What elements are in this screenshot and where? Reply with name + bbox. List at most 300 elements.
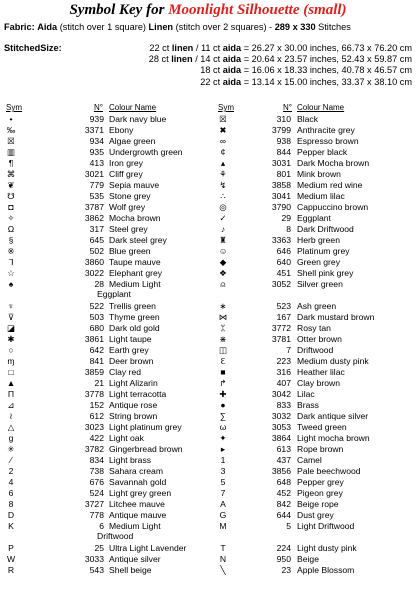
colour-name: Mocha brown [109, 212, 161, 223]
colour-name: Ash green [297, 300, 337, 311]
symbol-glyph: ⌘ [6, 168, 16, 179]
table-row [0, 147, 416, 158]
symbol-glyph: ≀ [9, 410, 13, 421]
symbol-glyph: ☆ [7, 267, 15, 278]
symbol-glyph: ¶ [8, 157, 14, 168]
header-colour-right: Colour Name [297, 103, 345, 112]
header-num-left: N° [94, 103, 103, 112]
colour-name: Dark mustard brown [297, 311, 375, 322]
colour-name: Shell beige [109, 564, 152, 575]
colour-name: Silver green [297, 278, 343, 289]
symbol-glyph: ∗ [219, 300, 227, 311]
colour-name: Dark old gold [109, 322, 160, 333]
colour-name: Camel [297, 454, 322, 465]
size-count: 22 ct [200, 76, 223, 87]
dmc-number: 522 [89, 300, 104, 311]
colour-name: Cappuccino brown [297, 201, 369, 212]
dmc-number: 642 [89, 344, 104, 355]
colour-name: Deer brown [109, 355, 154, 366]
symbol-glyph: ⁄ [10, 454, 12, 465]
symbol-glyph: ◆ [219, 256, 227, 267]
table-row [0, 422, 416, 433]
table-row [0, 257, 416, 268]
table-row [0, 433, 416, 444]
colour-name-continued: Eggplant [97, 288, 131, 299]
symbol-glyph: 8 [8, 498, 14, 509]
fabric-line [4, 22, 351, 32]
dmc-number: 25 [94, 542, 104, 553]
table-row [0, 191, 416, 202]
colour-name: Antique rose [109, 399, 158, 410]
symbol-glyph: ⚘ [219, 168, 227, 179]
dmc-number: 644 [276, 509, 291, 520]
dmc-number: 934 [89, 135, 104, 146]
table-row [0, 477, 416, 488]
dmc-number: 3031 [271, 157, 291, 168]
symbol-glyph: ∑ [219, 410, 227, 421]
colour-name: Light terracotta [109, 388, 167, 399]
symbol-glyph: D [7, 509, 15, 520]
colour-name: Ebony [109, 124, 134, 135]
colour-name: Brass [297, 399, 319, 410]
colour-name-continued: Driftwood [97, 530, 134, 541]
dmc-number: 842 [276, 498, 291, 509]
size-count: 28 ct [148, 54, 172, 65]
symbol-glyph: § [8, 234, 14, 245]
colour-name: Antique mauve [109, 509, 167, 520]
table-row [0, 521, 416, 532]
colour-name: Shell pink grey [297, 267, 354, 278]
dmc-number: 778 [89, 509, 104, 520]
fabric-label: Fabric: [4, 22, 35, 32]
symbol-glyph: ● [220, 399, 226, 410]
colour-name: Ultra Light Lavender [109, 542, 187, 553]
colour-name: Algae green [109, 135, 156, 146]
dmc-number: 7 [286, 344, 291, 355]
colour-name: Green grey [297, 256, 340, 267]
colour-name: Taupe mauve [109, 256, 161, 267]
header-colour-left: Colour Name [109, 103, 157, 112]
symbol-glyph: ◘ [8, 201, 14, 212]
colour-name: Pepper black [297, 146, 348, 157]
symbol-glyph: ⊽ [7, 311, 15, 322]
table-row [0, 356, 416, 367]
table-row [0, 158, 416, 169]
symbol-glyph: W [6, 553, 16, 564]
colour-name: Light Driftwood [297, 520, 355, 531]
size-fabric2: aida [222, 65, 244, 76]
title-prefix: Symbol Key for [69, 2, 165, 18]
symbol-glyph: ✓ [219, 212, 227, 223]
colour-name: Blue green [109, 245, 151, 256]
table-row [0, 400, 416, 411]
symbol-glyph: R [7, 564, 15, 575]
symbol-glyph: ✖ [219, 124, 227, 135]
table-row [0, 279, 416, 290]
colour-name: Beige rope [297, 498, 339, 509]
dmc-number: 648 [276, 476, 291, 487]
colour-name: Herb green [297, 234, 340, 245]
dmc-number: 939 [89, 113, 104, 124]
size-count: 18 ct [200, 65, 223, 76]
dmc-number: 676 [89, 476, 104, 487]
dmc-number: 612 [89, 410, 104, 421]
symbol-glyph: ℇ [220, 355, 226, 366]
dmc-number: 8 [286, 223, 291, 234]
symbol-glyph: ✳ [7, 443, 15, 454]
colour-name: Gingerbread brown [109, 443, 183, 454]
dmc-number: 29 [281, 212, 291, 223]
symbol-glyph: g [8, 432, 14, 443]
colour-name: Lilac [297, 388, 315, 399]
dmc-number: 3023 [84, 421, 104, 432]
table-row [0, 466, 416, 477]
colour-name: Light grey green [109, 487, 172, 498]
header-num-right: N° [283, 103, 292, 112]
symbol-glyph: ↱ [219, 377, 227, 388]
colour-name: Medium Light [109, 520, 161, 531]
symbol-glyph: ᒣ [8, 256, 14, 267]
symbol-glyph: ▥ [6, 146, 16, 157]
dmc-number: 801 [276, 168, 291, 179]
dmc-number: 738 [89, 465, 104, 476]
dmc-number: 950 [276, 553, 291, 564]
colour-name: Dark steel grey [109, 234, 167, 245]
symbol-glyph: 7 [220, 487, 226, 498]
colour-name: Savannah gold [109, 476, 167, 487]
symbol-glyph: M [219, 520, 227, 531]
dmc-number: 3022 [84, 267, 104, 278]
dmc-number: 3856 [271, 465, 291, 476]
symbol-glyph: ⋈ [218, 311, 228, 322]
dmc-number: 646 [276, 245, 291, 256]
colour-name: Light dusty pink [297, 542, 357, 553]
symbol-glyph: ☒ [7, 135, 15, 146]
table-row [0, 136, 416, 147]
symbol-glyph: ♪ [220, 223, 226, 234]
dmc-number: 3862 [84, 212, 104, 223]
dmc-number: 938 [276, 135, 291, 146]
dmc-number: 3052 [271, 278, 291, 289]
table-row [0, 378, 416, 389]
symbol-glyph: 6 [8, 487, 14, 498]
symbol-glyph: ✚ [219, 388, 227, 399]
size-fabric2: aida [222, 54, 244, 65]
dmc-number: 6 [99, 520, 104, 531]
stitched-size-line [149, 54, 412, 64]
title-pattern-name: Moonlight Silhouette (small) [168, 2, 347, 18]
size-dims: = 26.27 x 30.00 inches, 66.73 x 76.20 cm [243, 43, 412, 53]
dmc-number: 535 [89, 190, 104, 201]
header-sym-left: Sym [6, 103, 22, 112]
colour-name: Sahara cream [109, 465, 163, 476]
table-row [0, 499, 416, 510]
dmc-number: 310 [276, 113, 291, 124]
colour-name: Stone grey [109, 190, 151, 201]
colour-name: Dark antique silver [297, 410, 369, 421]
dmc-number: 841 [89, 355, 104, 366]
colour-name: Trellis green [109, 300, 156, 311]
size-fabric: linen [171, 54, 196, 65]
table-row [0, 543, 416, 554]
dmc-number: 3782 [84, 443, 104, 454]
size-dims: = 20.64 x 23.57 inches, 52.43 x 59.87 cm [243, 54, 412, 65]
symbol-glyph: ◪ [6, 322, 16, 333]
fabric1-name: Aida [37, 22, 58, 32]
table-row [0, 554, 416, 565]
dmc-number: 28 [94, 278, 104, 289]
colour-name: Elephant grey [109, 267, 163, 278]
colour-name: Light oak [109, 432, 144, 443]
symbol-glyph: ✧ [7, 212, 15, 223]
dmc-number: 23 [281, 564, 291, 575]
symbol-glyph: ⋇ [219, 333, 227, 344]
size-dims: = 13.14 x 15.00 inches, 33.37 x 38.10 cm [243, 76, 412, 87]
colour-name: Earth grey [109, 344, 149, 355]
symbol-glyph: ⊿ [7, 399, 15, 410]
symbol-glyph: 1 [220, 454, 226, 465]
dmc-number: 3041 [271, 190, 291, 201]
dmc-number: 523 [276, 300, 291, 311]
colour-name: Rosy tan [297, 322, 331, 333]
colour-name: Iron grey [109, 157, 143, 168]
symbol-glyph: ※ [7, 245, 15, 256]
symbol-glyph: A [220, 498, 226, 509]
dmc-number: 3858 [271, 179, 291, 190]
dmc-number: 3799 [271, 124, 291, 135]
colour-name: Undergrowth green [109, 146, 183, 157]
colour-name: Mink brown [297, 168, 341, 179]
size-fabric2: aida [222, 76, 244, 87]
colour-name: Sepia mauve [109, 179, 160, 190]
colour-name: Espresso brown [297, 135, 359, 146]
symbol-glyph: ◎ [219, 201, 227, 212]
size-sep: / 11 ct [195, 43, 223, 53]
colour-name: Tweed green [297, 421, 347, 432]
dmc-number: 3363 [271, 234, 291, 245]
dmc-number: 3053 [271, 421, 291, 432]
dmc-number: 3864 [271, 432, 291, 443]
header-sym-right: Sym [218, 103, 234, 112]
symbol-glyph: ⍝ [220, 278, 226, 289]
dmc-number: 224 [276, 542, 291, 553]
size-count: 22 ct [149, 43, 172, 53]
colour-name: Medium dusty pink [297, 355, 369, 366]
dmc-number: 317 [89, 223, 104, 234]
dmc-number: 3860 [84, 256, 104, 267]
symbol-glyph: ❦ [7, 179, 15, 190]
symbol-glyph: ▸ [220, 443, 226, 454]
dmc-number: 3032 [271, 410, 291, 421]
size-fabric2: aida [222, 43, 244, 53]
dmc-number: 167 [276, 311, 291, 322]
dmc-number: 3787 [84, 201, 104, 212]
fabric1-note: (stitch over 1 square) [59, 22, 146, 32]
symbol-glyph: 3 [220, 465, 226, 476]
dmc-number: 3371 [84, 124, 104, 135]
dmc-number: 833 [276, 399, 291, 410]
symbol-glyph: ✱ [7, 333, 15, 344]
table-row [0, 312, 416, 323]
symbol-glyph: ↯ [219, 179, 227, 190]
table-row [0, 510, 416, 521]
symbol-glyph: K [8, 520, 14, 531]
dmc-number: 316 [276, 366, 291, 377]
stitched-size-line [200, 77, 412, 87]
table-row [0, 213, 416, 224]
stitched-size-line [149, 43, 412, 53]
symbol-glyph: □ [8, 366, 14, 377]
dmc-number: 834 [89, 454, 104, 465]
symbol-glyph: ■ [220, 366, 226, 377]
symbol-glyph: ▴ [220, 157, 226, 168]
table-row [0, 246, 416, 257]
colour-name: Thyme green [109, 311, 160, 322]
colour-name: Pale beechwood [297, 465, 361, 476]
colour-name: Clay red [109, 366, 141, 377]
symbol-glyph: Π [7, 388, 15, 399]
table-row [0, 444, 416, 455]
dmc-number: 844 [276, 146, 291, 157]
symbol-glyph: ☋ [7, 190, 15, 201]
dmc-number: 935 [89, 146, 104, 157]
dmc-number: 503 [89, 311, 104, 322]
symbol-glyph: 2 [8, 465, 14, 476]
dmc-number: 680 [89, 322, 104, 333]
dmc-number: 223 [276, 355, 291, 366]
dmc-number: 413 [89, 157, 104, 168]
colour-name: String brown [109, 410, 158, 421]
symbol-glyph: ɱ [7, 355, 15, 366]
colour-name: Light Alizarin [109, 377, 158, 388]
colour-name: Apple Blossom [297, 564, 355, 575]
table-row [0, 224, 416, 235]
colour-name: Cliff grey [109, 168, 143, 179]
dmc-number: 3778 [84, 388, 104, 399]
size-dims: = 16.06 x 18.33 inches, 40.78 x 46.57 cm [243, 65, 412, 76]
colour-name: Rope brown [297, 443, 344, 454]
table-row [0, 114, 416, 125]
colour-name: Medium red wine [297, 179, 363, 190]
symbol-glyph: Ω [7, 223, 15, 234]
symbol-glyph: P [8, 542, 14, 553]
symbol-glyph: ☺ [218, 245, 228, 256]
table-row [0, 334, 416, 345]
dmc-number: 5 [286, 520, 291, 531]
colour-name: Steel grey [109, 223, 148, 234]
table-row [0, 488, 416, 499]
stitched-size-label: StitchedSize: [4, 43, 62, 53]
dmc-number: 779 [89, 179, 104, 190]
symbol-glyph: ✦ [219, 432, 227, 443]
table-row [0, 125, 416, 136]
stitch-count-label: Stitches [318, 22, 351, 32]
symbol-glyph: ᛯ [220, 322, 226, 333]
symbol-glyph: N [219, 553, 227, 564]
dmc-number: 407 [276, 377, 291, 388]
symbol-glyph: ○ [8, 344, 14, 355]
table-row [0, 268, 416, 279]
dmc-number: 21 [94, 377, 104, 388]
symbol-glyph: 4 [8, 476, 14, 487]
fabric2-name: Linen [148, 22, 174, 32]
colour-name: Light mocha brown [297, 432, 370, 443]
table-row [0, 180, 416, 191]
table-row [0, 367, 416, 378]
symbol-glyph: ω [219, 421, 227, 432]
colour-name: Platinum grey [297, 245, 350, 256]
colour-name: Light taupe [109, 333, 152, 344]
table-row [0, 202, 416, 213]
colour-name: Medium lilac [297, 190, 345, 201]
colour-name: Pigeon grey [297, 487, 343, 498]
table-row [0, 411, 416, 422]
colour-name: Antique silver [109, 553, 161, 564]
dmc-number: 437 [276, 454, 291, 465]
stitch-count: 289 x 330 [274, 22, 316, 32]
dmc-number: 422 [89, 432, 104, 443]
colour-name: Litchee mauve [109, 498, 165, 509]
dmc-number: 152 [89, 399, 104, 410]
dmc-number: 3021 [84, 168, 104, 179]
page-title [0, 2, 416, 19]
colour-name: Driftwood [297, 344, 334, 355]
dmc-number: 524 [89, 487, 104, 498]
symbol-glyph: • [9, 113, 13, 124]
dmc-number: 3727 [84, 498, 104, 509]
colour-name: Eggplant [297, 212, 331, 223]
colour-name: Light platinum grey [109, 421, 182, 432]
symbol-glyph: ‰ [6, 124, 16, 135]
colour-name: Wolf grey [109, 201, 146, 212]
size-sep: / 14 ct [195, 54, 223, 65]
symbol-glyph: ╲ [220, 564, 226, 575]
symbol-glyph: ∴ [220, 190, 226, 201]
dmc-number: 3781 [271, 333, 291, 344]
dmc-number: 613 [276, 443, 291, 454]
dmc-number: 3790 [271, 201, 291, 212]
dmc-number: 3772 [271, 322, 291, 333]
table-row [0, 169, 416, 180]
dmc-number: 3033 [84, 553, 104, 564]
symbol-glyph: ♜ [219, 234, 227, 245]
colour-name: Dust grey [297, 509, 334, 520]
dmc-number: 645 [89, 234, 104, 245]
colour-name: Dark Mocha brown [297, 157, 370, 168]
table-row [0, 565, 416, 576]
dmc-number: 3861 [84, 333, 104, 344]
symbol-glyph: T [220, 542, 226, 553]
dmc-number: 452 [276, 487, 291, 498]
table-row [0, 235, 416, 246]
colour-name: Anthracite grey [297, 124, 355, 135]
colour-name: Medium Light [109, 278, 161, 289]
colour-name: Light brass [109, 454, 152, 465]
dmc-number: 543 [89, 564, 104, 575]
symbol-glyph: ☒ [219, 113, 227, 124]
dmc-number: 3859 [84, 366, 104, 377]
dmc-number: 640 [276, 256, 291, 267]
colour-name: Otter brown [297, 333, 342, 344]
colour-name: Black [297, 113, 319, 124]
dmc-number: 502 [89, 245, 104, 256]
colour-name: Clay brown [297, 377, 340, 388]
colour-name: Dark Driftwood [297, 223, 354, 234]
symbol-glyph: ♆ [7, 300, 15, 311]
table-row [0, 345, 416, 356]
table-row [0, 455, 416, 466]
fabric2-note: (stitch over 2 squares) - [175, 22, 273, 32]
